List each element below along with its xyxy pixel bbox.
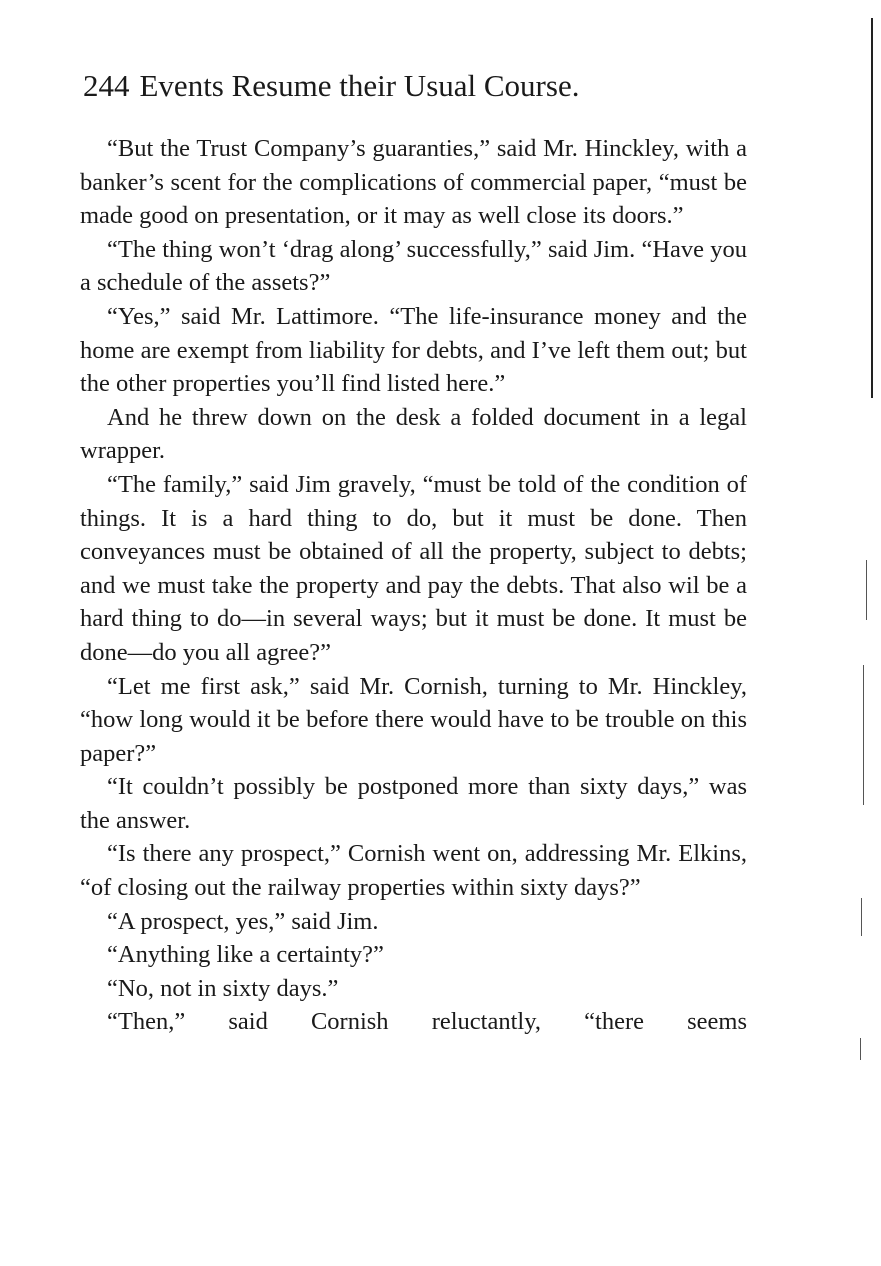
- paragraph: “A prospect, yes,” said Jim.: [107, 907, 379, 935]
- page-number: 244: [83, 68, 130, 103]
- running-title: Events Resume their Usual Course.: [139, 68, 580, 103]
- paragraph: “But the Trust Company’s guaranties,” said Mr. Hinckley, with a banker’s scent for the complications of commercial paper, “must be made good on presentation, or it may as well close its doors.”: [80, 135, 747, 230]
- scan-mark: [861, 898, 862, 936]
- paragraph: “The family,” said Jim gravely, “must be told of the condition of things. It is a hard thing to do, but it must be done. Then conveyances must be obtained of all the property, subject to debts; and we must take the property and pay the debts. That also wil be a hard thing to do—in several ways; but it must be done. It must be done—do you all agree?”: [80, 470, 747, 666]
- scan-mark: [863, 665, 864, 805]
- paragraph: “Is there any prospect,” Cornish went on, addressing Mr. Elkins, “of closing out the railway properties within sixty days?”: [80, 840, 747, 902]
- paragraph: “Then,” said Cornish reluctantly, “there seems: [107, 1008, 747, 1036]
- paragraph: “No, not in sixty days.”: [107, 974, 339, 1002]
- paragraph: “Anything like a certainty?”: [107, 941, 384, 969]
- running-header: [83, 64, 723, 108]
- scan-mark: [866, 560, 867, 620]
- paragraph: “Let me first ask,” said Mr. Cornish, turning to Mr. Hinckley, “how long would it be before there would have to be trouble on this paper?”: [80, 672, 747, 767]
- paragraph: And he threw down on the desk a folded document in a legal wrapper.: [80, 403, 747, 465]
- body-text: [80, 132, 747, 1039]
- page-edge-line: [871, 18, 873, 398]
- paragraph: “The thing won’t ‘drag along’ successfully,” said Jim. “Have you a schedule of the assets?”: [80, 235, 747, 297]
- paragraph: “It couldn’t possibly be postponed more than sixty days,” was the answer.: [80, 773, 747, 834]
- paragraph: “Yes,” said Mr. Lattimore. “The life-insurance money and the home are exempt from liability for debts, and I’ve left them out; but the other properties you’ll find listed here.”: [80, 302, 747, 398]
- scan-mark: [860, 1038, 861, 1060]
